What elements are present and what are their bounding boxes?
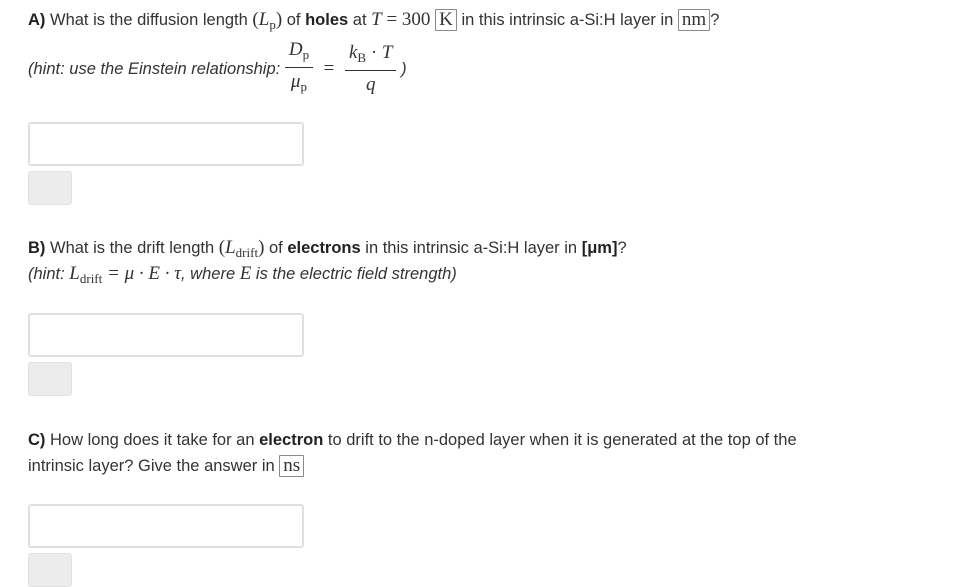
question-c-text-part: to drift to the n-doped layer when it is generated at the top of the: [323, 431, 797, 449]
electrons-emphasis: electrons: [287, 239, 361, 257]
drift-formula: $L_{drift} = \mu \cdot E \cdot \tau$: [69, 263, 182, 286]
question-c-line2: [28, 454, 304, 478]
question-b-letter: B): [28, 239, 46, 257]
unit-um: [μm]: [581, 239, 618, 257]
question-c-text: [28, 428, 797, 452]
einstein-rhs-fraction: $\frac{k_B \cdot T}{q}$: [345, 41, 397, 99]
question-c-text-part: intrinsic layer? Give the answer in: [28, 457, 280, 475]
check-button-c[interactable]: [28, 553, 72, 587]
question-mark: ?: [617, 239, 627, 257]
hint-a-label: (hint: use the Einstein relationship:: [28, 59, 281, 78]
question-a-text-part: at: [348, 11, 372, 29]
question-c-letter: C): [28, 431, 46, 449]
question-b-text-part: of: [264, 239, 288, 257]
question-a-text-part: in this intrinsic a-Si:H layer in: [456, 11, 678, 29]
question-a-text-part: What is the diffusion length: [45, 11, 253, 29]
holes-emphasis: holes: [305, 11, 349, 29]
hint-b-text: is the electric field strength): [251, 265, 457, 283]
question-a-text: [28, 8, 719, 37]
check-button-b[interactable]: [28, 362, 72, 396]
question-b-text-part: What is the drift length: [45, 239, 219, 257]
diffusion-length-symbol: $(L_p)$: [252, 9, 283, 32]
answer-input-b[interactable]: [28, 313, 304, 357]
field-symbol: E: [239, 263, 252, 284]
question-a-text-part: of: [282, 11, 306, 29]
answer-input-c[interactable]: [28, 504, 304, 548]
hint-b-text: , where: [181, 265, 240, 283]
answer-input-a[interactable]: [28, 122, 304, 166]
check-button-a[interactable]: [28, 171, 72, 205]
hint-a-close: ): [401, 59, 407, 78]
temperature-expression: T = 300 K: [371, 9, 457, 30]
question-b-hint: [28, 262, 457, 291]
einstein-lhs-fraction: $\frac{D_p}{\mu_p}$: [285, 38, 313, 101]
question-a-letter: A): [28, 11, 46, 29]
question-b-text: [28, 236, 627, 265]
electron-emphasis: electron: [259, 431, 324, 449]
question-mark: ?: [710, 11, 720, 29]
question-b-text-part: in this intrinsic a-Si:H layer in: [360, 239, 582, 257]
question-a-hint: [28, 38, 407, 101]
einstein-equals: =: [323, 57, 335, 79]
hint-b-label: (hint:: [28, 265, 70, 283]
drift-length-symbol: $(L_{drift})$: [218, 237, 265, 260]
unit-nm: nm: [678, 9, 710, 31]
question-c-text-part: How long does it take for an: [45, 431, 260, 449]
unit-ns: ns: [279, 455, 304, 477]
